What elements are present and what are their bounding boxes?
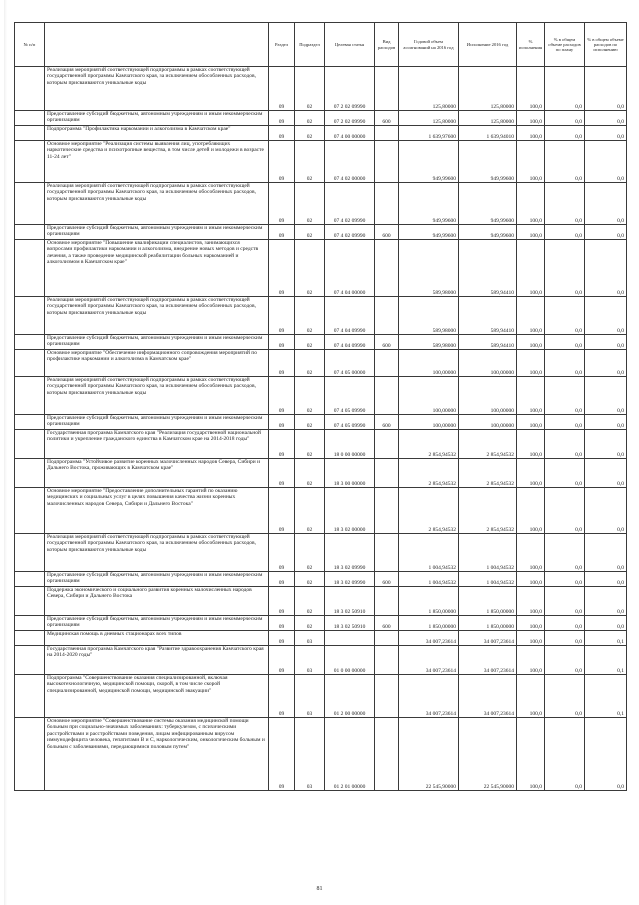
row-vid: 600 [375,572,399,587]
row-vid [375,488,399,534]
row-target: 01 2 00 00000 [325,675,375,718]
row-vid: 600 [375,225,399,240]
row-pct-total: 0,1 [585,631,627,646]
row-pct-total: 0,0 [585,430,627,459]
row-pct-exec: 100,0 [517,183,545,225]
header-exec: Исполнение 2016 год [459,23,517,67]
row-plan: 1 004,94532 [399,534,459,572]
header-name [45,23,269,67]
row-exec: 1 639,94010 [459,126,517,141]
row-name: Поддержка экономического и социального развития коренных малочисленных народов Севера, Сибири и Дальнего Востока [45,587,269,616]
row-num [15,430,45,459]
row-plan: 34 007,23614 [399,646,459,675]
table-row [15,488,627,534]
row-pct-total: 0,0 [585,183,627,225]
row-pct-exec: 100,0 [517,631,545,646]
row-target: 18 3 02 09990 [325,572,375,587]
row-exec: 100,00000 [459,415,517,430]
row-plan: 589,98000 [399,297,459,335]
row-name: Медицинская помощь в дневных стационарах всех типов [45,631,269,646]
row-pct-plan: 0,0 [545,126,585,141]
row-pct-total: 0,0 [585,488,627,534]
table-row [15,572,627,587]
row-vid [375,141,399,183]
row-num [15,126,45,141]
row-num [15,111,45,126]
row-name: Государственная программа Камчатского края "Развитие здравоохранения Камчатского края на 2014-2020 годы" [45,646,269,675]
row-plan: 2 854,94532 [399,430,459,459]
row-vid [375,718,399,791]
row-pct-plan: 0,0 [545,225,585,240]
row-podrazdel: 03 [295,718,325,791]
row-plan: 22 545,90000 [399,718,459,791]
table-row [15,430,627,459]
table-body [15,67,627,791]
row-pct-exec: 100,0 [517,534,545,572]
header-row [15,23,627,67]
row-num [15,350,45,377]
row-pct-total: 0,0 [585,141,627,183]
header-pct-plan: % в общем объеме расходов по плану [545,23,585,67]
row-target: 01 0 00 00000 [325,646,375,675]
row-pct-plan: 0,0 [545,430,585,459]
row-plan: 100,00000 [399,377,459,415]
row-name: Предоставление субсидий бюджетным, автономным учреждениям и иным некоммерческим организациям [45,616,269,631]
row-pct-plan: 0,0 [545,459,585,488]
table-row [15,377,627,415]
row-pct-plan: 0,0 [545,718,585,791]
row-podrazdel: 02 [295,297,325,335]
row-plan: 589,98000 [399,335,459,350]
row-num [15,415,45,430]
row-name: Основное мероприятие "Повышение квалификации специалистов, занимающихся вопросами профилактики наркомании и алкоголизма, внедрение новых методов и средств лечения, а также проведение медицинской реабилитации больных наркоманией и алкоголизмом в Камчатском крае" [45,240,269,297]
row-target: 07 4 04 09990 [325,335,375,350]
table-row [15,587,627,616]
row-vid [375,675,399,718]
row-pct-exec: 100,0 [517,240,545,297]
row-exec: 589,94410 [459,240,517,297]
row-podrazdel: 02 [295,459,325,488]
row-exec: 125,80000 [459,111,517,126]
row-pct-plan: 0,0 [545,67,585,111]
header-pct-total: % в общем объеме расходов по исполнению [585,23,627,67]
row-pct-total: 0,0 [585,616,627,631]
row-name: Реализация мероприятий соответствующей подпрограммы в рамках соответствующей государственной программы Камчатского края, за исключением обособленных расходов, которым присваиваются уникальные коды [45,377,269,415]
row-razdel: 09 [269,67,295,111]
row-num [15,587,45,616]
row-exec: 100,00000 [459,350,517,377]
row-num [15,631,45,646]
row-pct-plan: 0,0 [545,488,585,534]
table-row [15,225,627,240]
row-num [15,377,45,415]
row-pct-exec: 100,0 [517,67,545,111]
table-row [15,631,627,646]
row-target: 18 0 00 00000 [325,430,375,459]
row-pct-total: 0,0 [585,459,627,488]
table-row [15,126,627,141]
row-pct-plan: 0,0 [545,631,585,646]
row-pct-total: 0,0 [585,572,627,587]
row-target: 07 4 04 00000 [325,240,375,297]
row-podrazdel: 03 [295,675,325,718]
row-pct-plan: 0,0 [545,377,585,415]
row-pct-plan: 0,0 [545,675,585,718]
row-pct-total: 0,0 [585,297,627,335]
row-exec: 34 007,23614 [459,646,517,675]
row-pct-exec: 100,0 [517,675,545,718]
row-plan: 125,80000 [399,111,459,126]
row-vid [375,297,399,335]
row-exec: 949,99600 [459,183,517,225]
row-podrazdel: 02 [295,335,325,350]
row-razdel: 09 [269,718,295,791]
row-razdel: 09 [269,616,295,631]
row-exec: 125,80000 [459,67,517,111]
row-plan: 1 850,00000 [399,587,459,616]
row-podrazdel: 02 [295,534,325,572]
row-plan: 1 004,94532 [399,572,459,587]
row-exec: 1 004,94532 [459,572,517,587]
row-pct-plan: 0,0 [545,616,585,631]
row-plan: 2 854,94532 [399,459,459,488]
row-name: Предоставление субсидий бюджетным, автономным учреждениям и иным некоммерческим организациям [45,335,269,350]
row-pct-total: 0,0 [585,67,627,111]
table-row [15,616,627,631]
row-pct-exec: 100,0 [517,488,545,534]
row-pct-exec: 100,0 [517,377,545,415]
row-pct-exec: 100,0 [517,415,545,430]
row-vid [375,240,399,297]
row-pct-total: 0,1 [585,675,627,718]
row-pct-total: 0,0 [585,534,627,572]
row-podrazdel: 02 [295,240,325,297]
row-plan: 589,98000 [399,240,459,297]
row-razdel: 09 [269,297,295,335]
row-name: Государственная программа Камчатского края "Реализация государственной национальной политики и укрепление гражданского единства в Камчатском крае на 2014-2018 годы" [45,430,269,459]
row-num [15,718,45,791]
row-exec: 34 007,23614 [459,631,517,646]
row-target: 18 3 02 00000 [325,488,375,534]
row-exec: 34 007,23614 [459,675,517,718]
row-name: Подпрограмма "Совершенствование оказания специализированной, включая высокотехнологичную, медицинской помощи, скорой, в том числе скорой специализированной, медицинской помощи, медицинской эвакуации" [45,675,269,718]
row-target: 07 2 02 09990 [325,111,375,126]
row-num [15,534,45,572]
row-pct-total: 0,0 [585,718,627,791]
table-row [15,67,627,111]
row-target: 07 4 04 09990 [325,297,375,335]
row-name: Реализация мероприятий соответствующей подпрограммы в рамках соответствующей государственной программы Камчатского края, за исключением обособленных расходов, которым присваиваются уникальные коды [45,183,269,225]
header-plan: Годовой объем ассигнований на 2016 год [399,23,459,67]
row-pct-exec: 100,0 [517,126,545,141]
row-razdel: 09 [269,126,295,141]
budget-table [14,22,627,791]
row-pct-plan: 0,0 [545,534,585,572]
header-podrazdel: Подраздел [295,23,325,67]
row-target: 07 4 05 09990 [325,377,375,415]
row-plan: 949,99600 [399,141,459,183]
row-podrazdel: 02 [295,616,325,631]
row-target: 07 4 05 09990 [325,415,375,430]
row-num [15,459,45,488]
row-exec: 949,99600 [459,141,517,183]
row-plan: 2 854,94532 [399,488,459,534]
row-podrazdel: 03 [295,631,325,646]
row-target: 07 4 02 00000 [325,141,375,183]
row-pct-exec: 100,0 [517,587,545,616]
row-num [15,67,45,111]
row-podrazdel: 02 [295,126,325,141]
row-name: Предоставление субсидий бюджетным, автономным учреждениям и иным некоммерческим организациям [45,225,269,240]
row-num [15,183,45,225]
table-row [15,183,627,225]
table-row [15,675,627,718]
row-exec: 589,94410 [459,335,517,350]
table-row [15,335,627,350]
row-pct-exec: 100,0 [517,459,545,488]
row-podrazdel: 02 [295,183,325,225]
row-pct-exec: 100,0 [517,297,545,335]
row-pct-exec: 100,0 [517,646,545,675]
row-target: 18 3 00 00000 [325,459,375,488]
row-vid [375,646,399,675]
row-podrazdel: 02 [295,430,325,459]
row-name: Предоставление субсидий бюджетным, автономным учреждениям и иным некоммерческим организациям [45,572,269,587]
row-target: 18 3 02 50910 [325,616,375,631]
row-target: 07 4 02 09990 [325,183,375,225]
row-target: 07 4 00 00000 [325,126,375,141]
row-name: Реализация мероприятий соответствующей подпрограммы в рамках соответствующей государственной программы Камчатского края, за исключением обособленных расходов, которым присваиваются уникальные коды [45,67,269,111]
row-razdel: 09 [269,631,295,646]
row-num [15,240,45,297]
row-pct-exec: 100,0 [517,141,545,183]
table-row [15,297,627,335]
row-pct-total: 0,0 [585,126,627,141]
row-exec: 22 545,90000 [459,718,517,791]
row-podrazdel: 03 [295,646,325,675]
row-pct-total: 0,0 [585,350,627,377]
row-plan: 34 007,23614 [399,631,459,646]
table-row [15,111,627,126]
row-podrazdel: 02 [295,377,325,415]
row-vid [375,587,399,616]
row-pct-plan: 0,0 [545,572,585,587]
row-num [15,225,45,240]
row-pct-plan: 0,0 [545,183,585,225]
row-name: Основное мероприятие "Реализация системы выявления лиц, употребляющих наркотические средства и психотропные вещества, в том числе детей и молодежи в возрасте 11-24 лет" [45,141,269,183]
row-exec: 949,99600 [459,225,517,240]
row-pct-exec: 100,0 [517,350,545,377]
row-pct-total: 0,0 [585,415,627,430]
row-vid [375,67,399,111]
row-razdel: 09 [269,415,295,430]
row-podrazdel: 02 [295,488,325,534]
table-row [15,646,627,675]
row-pct-total: 0,0 [585,225,627,240]
row-name: Основное мероприятие "Предоставление дополнительных гарантий по оказанию медицинских и социальных услуг в целях повышения качества жизни коренных малочисленных народов Севера, Сибири и Дальнего Востока" [45,488,269,534]
row-razdel: 09 [269,141,295,183]
row-plan: 34 007,23614 [399,675,459,718]
row-podrazdel: 02 [295,350,325,377]
row-podrazdel: 02 [295,415,325,430]
row-razdel: 09 [269,572,295,587]
row-razdel: 09 [269,377,295,415]
row-pct-plan: 0,0 [545,587,585,616]
row-pct-plan: 0,0 [545,297,585,335]
row-vid: 600 [375,415,399,430]
row-vid: 600 [375,111,399,126]
row-name: Подпрограмма "Профилактика наркомании и алкоголизма в Камчатском крае" [45,126,269,141]
row-pct-total: 0,0 [585,240,627,297]
row-vid [375,377,399,415]
row-vid [375,631,399,646]
row-pct-exec: 100,0 [517,718,545,791]
row-num [15,572,45,587]
row-target: 07 4 05 00000 [325,350,375,377]
row-exec: 100,00000 [459,377,517,415]
row-pct-exec: 100,0 [517,430,545,459]
header-target: Целевая статья [325,23,375,67]
row-target: 07 4 02 09990 [325,225,375,240]
row-pct-exec: 100,0 [517,572,545,587]
row-name: Предоставление субсидий бюджетным, автономным учреждениям и иным некоммерческим организациям [45,415,269,430]
table-row [15,240,627,297]
row-pct-exec: 100,0 [517,225,545,240]
header-num: № п/п [15,23,45,67]
row-plan: 125,80000 [399,67,459,111]
table-row [15,141,627,183]
row-pct-exec: 100,0 [517,335,545,350]
row-vid: 600 [375,616,399,631]
row-plan: 100,00000 [399,350,459,377]
table-row [15,534,627,572]
row-vid: 600 [375,335,399,350]
row-target: 18 3 02 09990 [325,534,375,572]
table-row [15,459,627,488]
row-name: Реализация мероприятий соответствующей подпрограммы в рамках соответствующей государственной программы Камчатского края, за исключением обособленных расходов, которым присваиваются уникальные коды [45,297,269,335]
row-pct-total: 0,0 [585,111,627,126]
scan-edge [4,0,7,905]
row-pct-total: 0,0 [585,377,627,415]
row-vid [375,126,399,141]
row-podrazdel: 02 [295,587,325,616]
row-pct-plan: 0,0 [545,240,585,297]
row-target: 07 2 02 09990 [325,67,375,111]
row-name: Основное мероприятие "Совершенствование системы оказания медицинской помощи больным при социально-значимых заболеваниях: туберкулезом, с психическими расстройствами и расстройствами поведения, лицам инфицированным вирусом иммунодефицита человека, гепатитами В и С, наркологическим, онкологическим больным и больным с заболеваниями, передающимися половым путем" [45,718,269,791]
row-plan: 100,00000 [399,415,459,430]
row-vid [375,534,399,572]
row-pct-total: 0,0 [585,335,627,350]
row-num [15,141,45,183]
header-vid: Вид расходов [375,23,399,67]
row-target: 18 3 02 50910 [325,587,375,616]
row-podrazdel: 02 [295,572,325,587]
row-vid [375,350,399,377]
row-razdel: 09 [269,488,295,534]
row-pct-total: 0,1 [585,646,627,675]
row-pct-plan: 0,0 [545,350,585,377]
row-pct-exec: 100,0 [517,111,545,126]
row-pct-total: 0,0 [585,587,627,616]
row-exec: 2 854,94532 [459,459,517,488]
row-num [15,616,45,631]
row-podrazdel: 02 [295,111,325,126]
row-razdel: 09 [269,646,295,675]
row-name: Подпрограмма "Устойчивое развитие коренных малочисленных народов Севера, Сибири и Дальнего Востока, проживающих в Камчатском крае" [45,459,269,488]
row-plan: 1 639,97600 [399,126,459,141]
row-podrazdel: 02 [295,225,325,240]
row-exec: 1 004,94532 [459,534,517,572]
row-name: Предоставление субсидий бюджетным, автономным учреждениям и иным некоммерческим организациям [45,111,269,126]
row-razdel: 09 [269,430,295,459]
row-exec: 1 850,00000 [459,616,517,631]
table-row [15,415,627,430]
row-pct-plan: 0,0 [545,415,585,430]
row-razdel: 09 [269,183,295,225]
row-razdel: 09 [269,534,295,572]
page-number: 81 [316,886,323,892]
row-podrazdel: 02 [295,67,325,111]
row-vid [375,459,399,488]
header-pct-exec: % исполнения [517,23,545,67]
row-vid [375,183,399,225]
row-podrazdel: 02 [295,141,325,183]
row-pct-plan: 0,0 [545,335,585,350]
row-num [15,675,45,718]
table-row [15,350,627,377]
row-num [15,488,45,534]
row-pct-plan: 0,0 [545,646,585,675]
row-plan: 949,99600 [399,183,459,225]
row-razdel: 09 [269,240,295,297]
row-num [15,646,45,675]
row-pct-exec: 100,0 [517,616,545,631]
row-plan: 1 850,00000 [399,616,459,631]
row-target [325,631,375,646]
row-razdel: 09 [269,111,295,126]
row-vid [375,430,399,459]
row-plan: 949,99600 [399,225,459,240]
row-razdel: 09 [269,459,295,488]
row-razdel: 09 [269,587,295,616]
row-razdel: 09 [269,335,295,350]
row-razdel: 09 [269,675,295,718]
header-razdel: Раздел [269,23,295,67]
row-target: 01 2 01 00000 [325,718,375,791]
row-razdel: 09 [269,225,295,240]
row-razdel: 09 [269,350,295,377]
row-exec: 1 850,00000 [459,587,517,616]
row-exec: 589,94410 [459,297,517,335]
table-row [15,718,627,791]
row-pct-plan: 0,0 [545,141,585,183]
row-num [15,335,45,350]
row-name: Основное мероприятие "Обеспечение информационного сопровождения мероприятий по профилактике наркомании и алкоголизма в Камчатском крае" [45,350,269,377]
row-exec: 2 854,94532 [459,488,517,534]
row-name: Реализация мероприятий соответствующей подпрограммы в рамках соответствующей государственной программы Камчатского края, за исключением обособленных расходов, которым присваиваются уникальные коды [45,534,269,572]
row-exec: 2 854,94532 [459,430,517,459]
row-num [15,297,45,335]
row-pct-plan: 0,0 [545,111,585,126]
